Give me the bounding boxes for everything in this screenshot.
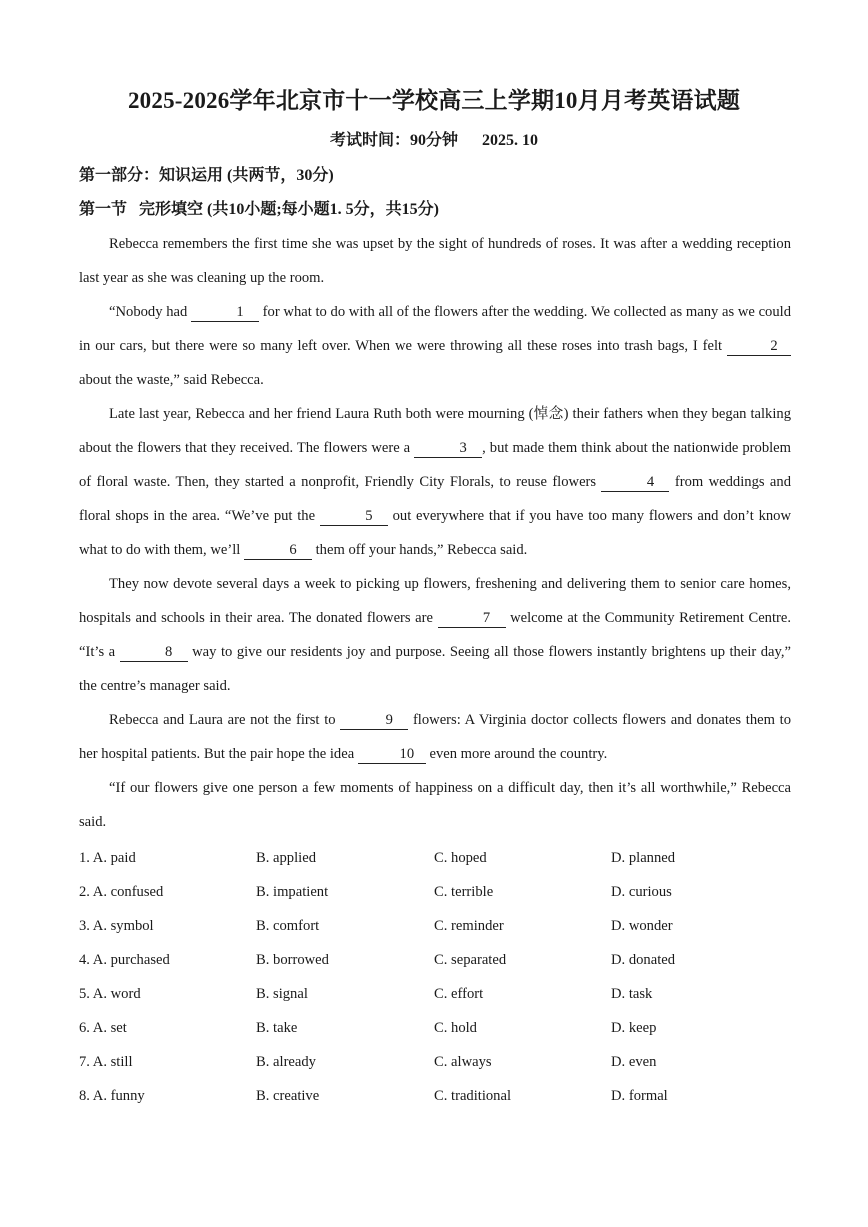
option-c: C. traditional <box>434 1088 512 1104</box>
paragraph-2 <box>79 295 791 397</box>
passage-text: “If our flowers give one person a few moments of happiness on a difficult day, then it’s all worthwhile,” Rebecca said. <box>79 780 791 830</box>
option-row-7 <box>79 1045 791 1079</box>
passage-text: , but made them think about the nationwide problem of floral waste. Then, they started a nonprofit, Friendly City Florals, to reuse flowers <box>79 440 791 490</box>
option-b: B. creative <box>256 1088 320 1104</box>
option-c: C. hold <box>434 1020 477 1036</box>
option-b: B. take <box>256 1020 298 1036</box>
section-heading: 第一节 完形填空 (共10小题;每小题1. 5分，共15分) <box>79 201 439 218</box>
option-row-4 <box>79 943 791 977</box>
cloze-passage <box>79 227 791 839</box>
passage-text: them off your hands,” Rebecca said. <box>311 542 528 558</box>
passage-text: “Nobody had <box>109 304 191 320</box>
passage-text: about the waste,” said Rebecca. <box>79 372 264 388</box>
option-a: 8. A. funny <box>79 1088 145 1104</box>
option-d: D. donated <box>611 952 676 968</box>
paragraph-1 <box>79 227 791 295</box>
blank-4: 4 <box>601 473 669 492</box>
option-d: D. wonder <box>611 918 673 934</box>
passage-text: They now devote several days a week to picking up flowers, freshening and delivering them to senior care homes, hospitals and schools in their area. The donated flowers are <box>79 576 791 626</box>
option-row-2 <box>79 875 791 909</box>
passage-text: welcome at the Community Retirement Centre. “It’s a <box>79 610 792 660</box>
option-b: B. already <box>256 1054 316 1070</box>
option-a: 1. A. paid <box>79 850 136 866</box>
passage-text: even more around the country. <box>425 746 608 762</box>
option-d: D. task <box>611 986 653 1002</box>
passage-text: flowers: A Virginia doctor collects flowers and donates them to her hospital patients. But the pair hope the idea <box>79 712 791 762</box>
passage-text: Late last year, Rebecca and her friend Laura Ruth both were mourning (悼念) their fathers when they began talking about the flowers that they received. The flowers were a <box>79 406 791 456</box>
option-c: C. always <box>434 1054 492 1070</box>
option-d: D. curious <box>611 884 672 900</box>
option-d: D. planned <box>611 850 676 866</box>
blank-1: 1 <box>191 303 259 322</box>
blank-7: 7 <box>438 609 506 628</box>
option-a: 2. A. confused <box>79 884 164 900</box>
option-row-8 <box>79 1079 791 1113</box>
option-d: D. formal <box>611 1088 668 1104</box>
blank-6: 6 <box>244 541 312 560</box>
paragraph-6 <box>79 771 791 839</box>
option-d: D. keep <box>611 1020 657 1036</box>
option-b: B. applied <box>256 850 316 866</box>
paragraph-5 <box>79 703 791 771</box>
option-c: C. effort <box>434 986 484 1002</box>
passage-text: way to give our residents joy and purpose. Seeing all those flowers instantly brightens up their day,” the centre’s manager said. <box>79 644 791 694</box>
option-row-5 <box>79 977 791 1011</box>
option-a: 5. A. word <box>79 986 141 1002</box>
paragraph-3 <box>79 397 791 567</box>
option-a: 4. A. purchased <box>79 952 170 968</box>
option-row-3 <box>79 909 791 943</box>
paragraph-4 <box>79 567 791 703</box>
option-d: D. even <box>611 1054 657 1070</box>
blank-2: 2 <box>727 337 791 356</box>
option-b: B. impatient <box>256 884 329 900</box>
blank-8: 8 <box>120 643 188 662</box>
option-row-1 <box>79 841 791 875</box>
option-c: C. hoped <box>434 850 487 866</box>
blank-9: 9 <box>340 711 408 730</box>
option-b: B. comfort <box>256 918 320 934</box>
exam-time-line: 考试时间：90分钟 2025. 10 <box>329 132 538 149</box>
option-c: C. separated <box>434 952 507 968</box>
option-a: 7. A. still <box>79 1054 133 1070</box>
option-a: 3. A. symbol <box>79 918 154 934</box>
blank-10: 10 <box>358 745 426 764</box>
answer-options <box>79 841 791 1113</box>
passage-text: Rebecca and Laura are not the first to <box>109 712 341 728</box>
option-a: 6. A. set <box>79 1020 127 1036</box>
part-heading: 第一部分：知识运用 (共两节，30分) <box>79 167 334 184</box>
exam-title: 2025-2026学年北京市十一学校高三上学期10月月考英语试题 <box>127 88 741 113</box>
blank-5: 5 <box>320 507 388 526</box>
passage-text: Rebecca remembers the first time she was upset by the sight of hundreds of roses. It was after a wedding reception last year as she was cleaning up the room. <box>79 236 791 286</box>
option-row-6 <box>79 1011 791 1045</box>
option-c: C. terrible <box>434 884 494 900</box>
passage-text: for what to do with all of the flowers after the wedding. We collected as many as we could in our cars, but there were so many left over. When we were throwing all these roses into trash bags, I felt <box>79 304 792 354</box>
blank-3: 3 <box>414 439 482 458</box>
option-c: C. reminder <box>434 918 504 934</box>
passage-text: out everywhere that if you have too many flowers and don’t know what to do with them, we’ll <box>79 508 791 558</box>
passage-text: from weddings and floral shops in the area. “We’ve put the <box>79 474 791 524</box>
option-b: B. borrowed <box>256 952 329 968</box>
option-b: B. signal <box>256 986 308 1002</box>
